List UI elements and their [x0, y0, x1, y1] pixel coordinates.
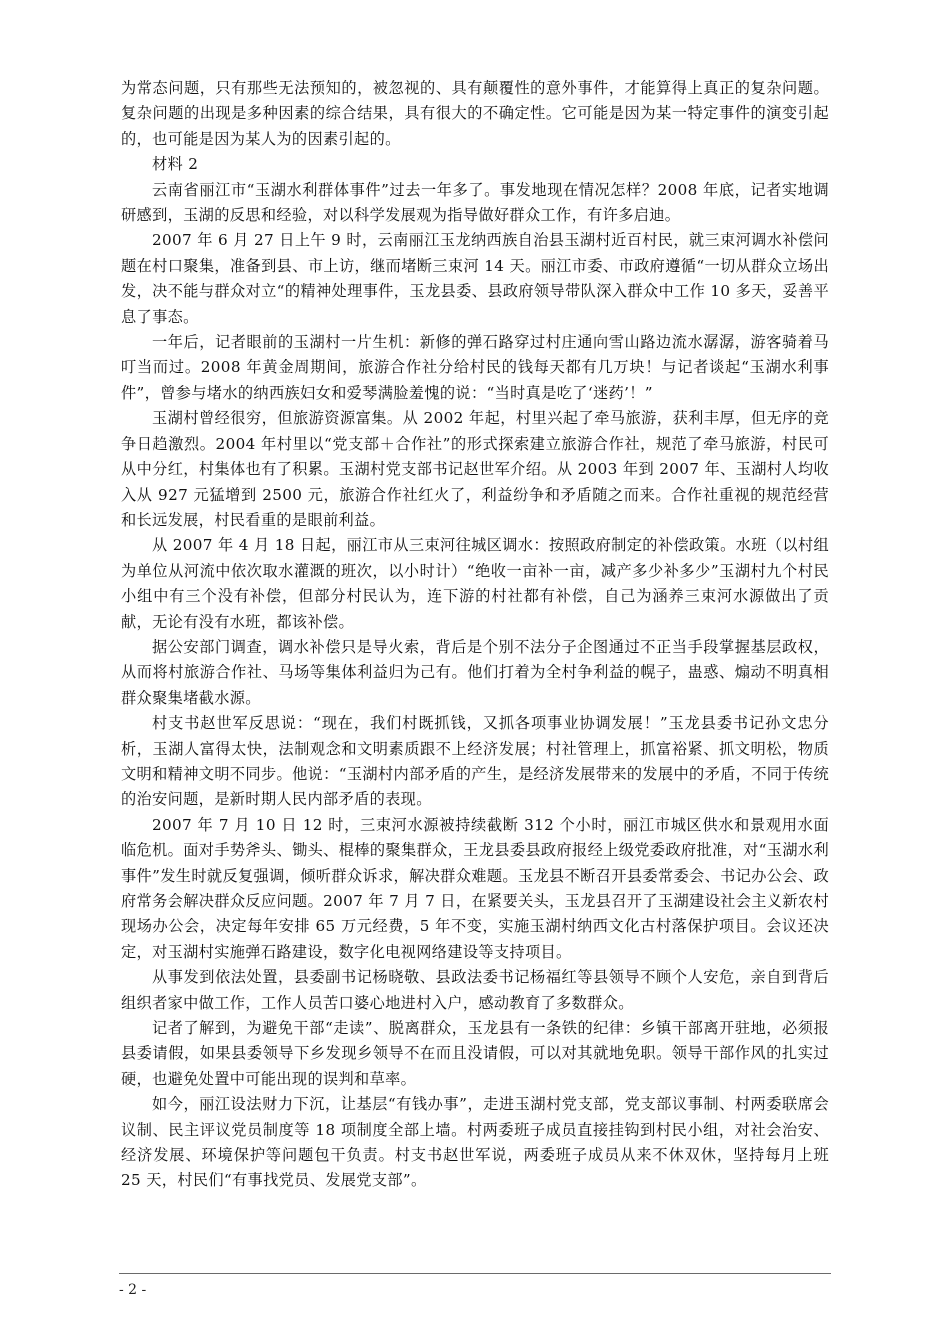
paragraph: 一年后，记者眼前的玉湖村一片生机：新修的弹石路穿过村庄通向雪山路边流水潺潺，游客骑着马叮当而过。2008 年黄金周期间，旅游合作社分给村民的钱每天都有几万块！与记者谈起“玉湖水利事件”，曾参与堵水的纳西族妇女和爱琴满脸羞愧的说：“当时真是吃了‘迷药’！” [121, 333, 829, 402]
footer-divider [119, 1273, 831, 1274]
paragraph-continuation: 为常态问题，只有那些无法预知的，被忽视的、具有颠覆性的意外事件，才能算得上真正的复杂问题。复杂问题的出现是多种因素的综合结果，具有很大的不确定性。它可能是因为某一特定事件的演变引起的，也可能是因为某人为的因素引起的。 [121, 79, 829, 148]
section-heading-material-2: 材料 2 [152, 155, 199, 174]
paragraph: 2007 年 6 月 27 日上午 9 时，云南丽江玉龙纳西族自治县玉湖村近百村民，就三束河调水补偿问题在村口聚集，准备到县、市上访，继而堵断三束河 14 天。丽江市委、市政府遵循“一切从群众立场出发，决不能与群众对立“的精神处理事件，玉龙县委、县政府领导带队深入群众中工作 10 多天，妥善平息了事态。 [121, 231, 829, 326]
paragraph: 云南省丽江市“玉湖水利群体事件”过去一年多了。事发地现在情况怎样？2008 年底，记者实地调研感到，玉湖的反思和经验，对以科学发展观为指导做好群众工作，有许多启迪。 [121, 180, 829, 225]
paragraph: 从 2007 年 4 月 18 日起，丽江市从三束河往城区调水：按照政府制定的补偿政策。水班（以村组为单位从河流中依次取水灌溉的班次，以小时计）“绝收一亩补一亩，减产多少补多少”玉湖村九个村民小组中有三个没有补偿，但部分村民认为，连下游的村社都有补偿，自己为涵养三束河水源做出了贡献，无论有没有水班，都该补偿。 [121, 536, 829, 631]
paragraph: 村支书赵世军反思说：“现在，我们村既抓钱，又抓各项事业协调发展！”玉龙县委书记孙文忠分析，玉湖人富得太快，法制观念和文明素质跟不上经济发展；村社管理上，抓富裕紧、抓文明松，物质文明和精神文明不同步。他说：“玉湖村内部矛盾的产生，是经济发展带来的发展中的矛盾，不同于传统的治安问题，是新时期人民内部矛盾的表现。 [121, 714, 829, 809]
paragraph: 据公安部门调查，调水补偿只是导火索，背后是个别不法分子企图通过不正当手段掌握基层政权，从而将村旅游合作社、马场等集体利益归为己有。他们打着为全村争利益的幌子，蛊惑、煽动不明真相群众聚集堵截水源。 [121, 637, 829, 707]
paragraph: 记者了解到，为避免干部“走读”、脱离群众，玉龙县有一条铁的纪律：乡镇干部离开驻地，必须报县委请假，如果县委领导下乡发现乡领导不在而且没请假，可以对其就地免职。领导干部作风的扎实过硬，也避免处置中可能出现的误判和草率。 [121, 1019, 829, 1088]
page-number: - 2 - [119, 1282, 147, 1298]
paragraph: 如今，丽江设法财力下沉，让基层“有钱办事”，走进玉湖村党支部，党支部议事制、村两委联席会议制、民主评议党员制度等 18 项制度全部上墙。村两委班子成员直接挂钩到村民小组，对社会治安、经济发展、环境保护等问题包干负责。村支书赵世军说，两委班子成员从来不休双休，坚持每月上班 25 天，村民们“有事找党员、发展党支部”。 [121, 1095, 829, 1190]
document-body [121, 76, 829, 1194]
paragraph: 从事发到依法处置，县委副书记杨晓敬、县政法委书记杨福红等县领导不顾个人安危，亲自到背后组织者家中做工作，工作人员苦口婆心地进村入户，感动教育了多数群众。 [121, 968, 829, 1012]
paragraph: 2007 年 7 月 10 日 12 时，三束河水源被持续截断 312 个小时，丽江市城区供水和景观用水面临危机。面对手势斧头、锄头、棍棒的聚集群众，王龙县委县政府报经上级党委政府批准，对“玉湖水利事件”发生时就反复强调，倾听群众诉求，解决群众难题。玉龙县不断召开县委常委会、书记办公会、政府常务会解决群众反应问题。2007 年 7 月 7 日，在紧要关头，玉龙县召开了玉湖建设社会主义新农村现场办公会，决定每年安排 65 万元经费，5 年不变，实施玉湖村纳西文化古村落保护项目。会议还决定，对玉湖村实施弹石路建设，数字化电视网络建设等支持项目。 [121, 815, 829, 961]
paragraph: 玉湖村曾经很穷，但旅游资源富集。从 2002 年起，村里兴起了牵马旅游，获利丰厚，但无序的竞争日趋激烈。2004 年村里以“党支部＋合作社”的形式探索建立旅游合作社，规范了牵马旅游，村民可从中分红，村集体也有了积累。玉湖村党支部书记赵世军介绍。从 2003 年到 2007 年、玉湖村人均收入从 927 元猛增到 2500 元，旅游合作社红火了，利益纷争和矛盾随之而来。合作社重视的规范经营和长远发展，村民看重的是眼前利益。 [121, 409, 829, 529]
